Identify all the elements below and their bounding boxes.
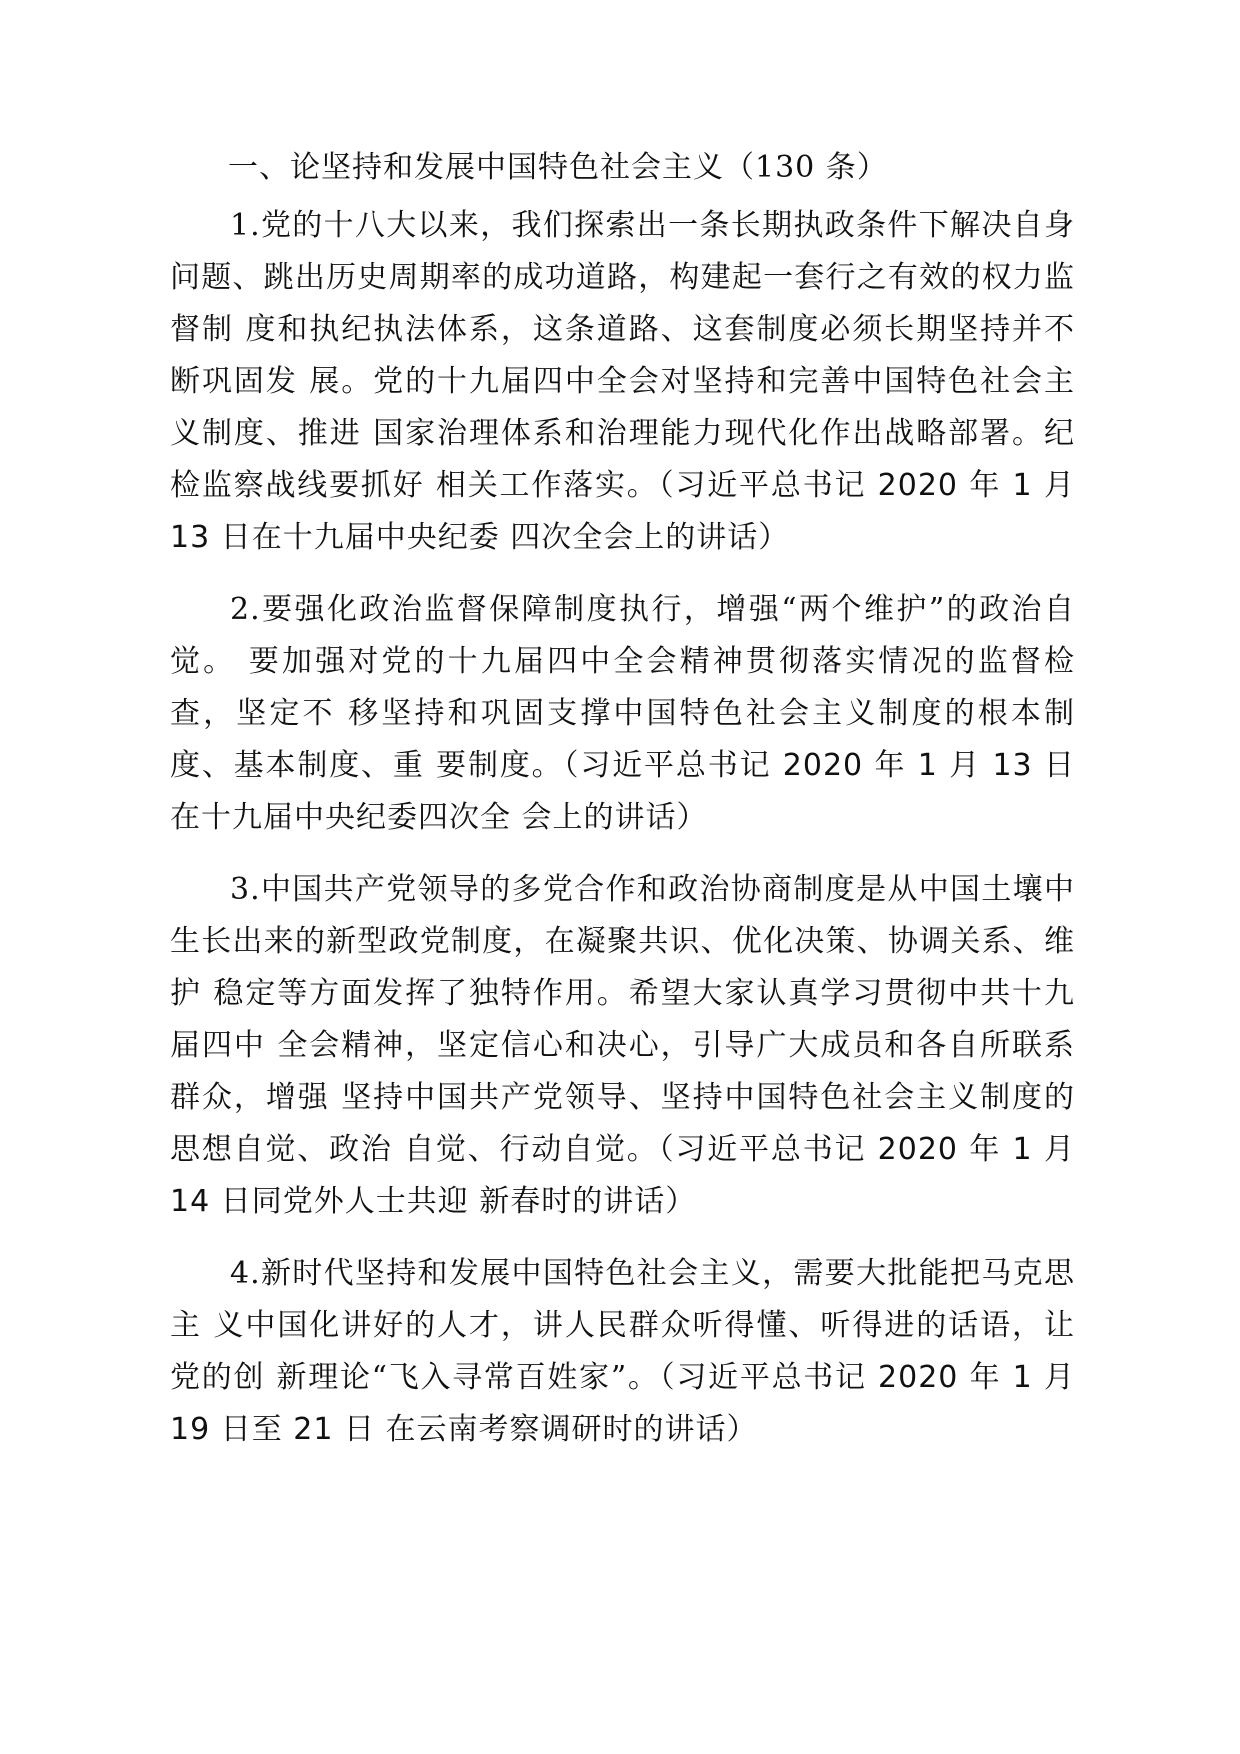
- paragraph-source: （习近平总书记 2020 年 1 月 14 日同党外人士共迎 新春时的讲话）: [170, 1132, 1075, 1219]
- paragraph-2: [170, 584, 1075, 844]
- section-heading: 一、论坚持和发展中国特色社会主义（130 条）: [228, 150, 888, 185]
- paragraph-source: （习近平总书记 2020 年 1 月 19 日至 21 日 在云南考察调研时的讲话）: [170, 1360, 1075, 1447]
- paragraph-text: 2.要强化政治监督保障制度执行，增强“两个维护”的政治自觉。 要加强对党的十九届四中全会精神贯彻落实情况的监督检查，坚定不 移坚持和巩固支撑中国特色社会主义制度的根本制度、基本制度、重 要制度。: [170, 592, 1075, 783]
- paragraph-text: 4.新时代坚持和发展中国特色社会主义，需要大批能把马克思主 义中国化讲好的人才，讲人民群众听得懂、听得进的话语，让党的创 新理论“飞入寻常百姓家”。: [170, 1256, 1075, 1395]
- document-body: [170, 200, 1075, 1476]
- paragraph-3: [170, 864, 1075, 1228]
- paragraph-1: [170, 200, 1075, 564]
- paragraph-text: 3.中国共产党领导的多党合作和政治协商制度是从中国土壤中 生长出来的新型政党制度，在凝聚共识、优化决策、协调关系、维护 稳定等方面发挥了独特作用。希望大家认真学习贯彻中共十九届四中 全会精神，坚定信心和决心，引导广大成员和各自所联系群众，增强 坚持中国共产党领导、坚持中国特色社会主义制度的思想自觉、政治 自觉、行动自觉。: [170, 872, 1075, 1167]
- paragraph-text: 1.党的十八大以来，我们探索出一条长期执政条件下解决自身问题、跳出历史周期率的成功道路，构建起一套行之有效的权力监督制 度和执纪执法体系，这条道路、这套制度必须长期坚持并不断巩固发 展。党的十九届四中全会对坚持和完善中国特色社会主义制度、推进 国家治理体系和治理能力现代化作出战略部署。纪检监察战线要抓好 相关工作落实。: [170, 208, 1075, 503]
- paragraph-source: （习近平总书记 2020 年 1 月 13 日在十九届中央纪委 四次全会上的讲话）: [170, 468, 1075, 555]
- paragraph-source: （习近平总书记 2020 年 1 月 13 日在十九届中央纪委四次全 会上的讲话）: [170, 748, 1075, 835]
- paragraph-4: [170, 1248, 1075, 1456]
